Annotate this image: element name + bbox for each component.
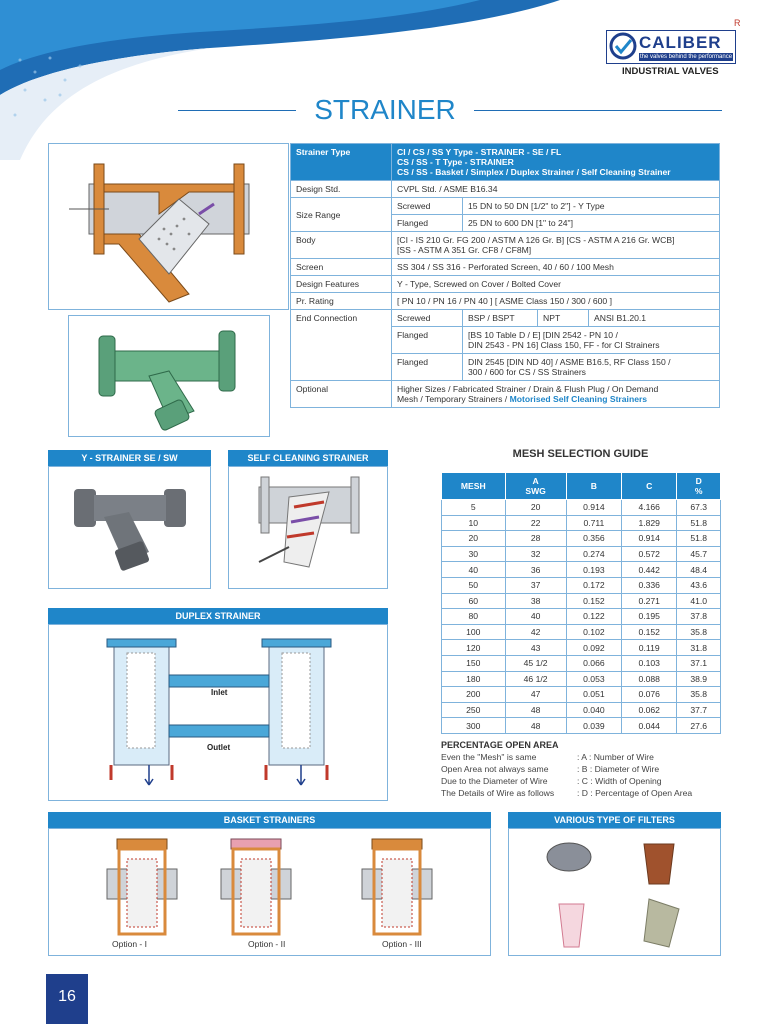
mesh-cell: 51.8 bbox=[677, 515, 721, 531]
spec-value: NPT bbox=[538, 310, 589, 327]
mesh-cell: 43 bbox=[505, 640, 566, 656]
mesh-cell: 80 bbox=[442, 609, 506, 625]
mesh-cell: 0.051 bbox=[566, 687, 621, 703]
mesh-cell: 0.152 bbox=[566, 593, 621, 609]
mesh-cell: 50 bbox=[442, 577, 506, 593]
mesh-cell: 43.6 bbox=[677, 577, 721, 593]
spec-label: Strainer Type bbox=[291, 144, 392, 181]
mesh-table-row bbox=[442, 546, 721, 562]
open-area-text: Even the "Mesh" is same bbox=[441, 752, 537, 762]
mesh-cell: 45 1/2 bbox=[505, 655, 566, 671]
mesh-cell: 0.914 bbox=[622, 531, 677, 547]
mesh-table-row bbox=[442, 500, 721, 516]
mesh-cell: 5 bbox=[442, 500, 506, 516]
end-line: [BS 10 Table D / E] [DIN 2542 - PN 10 / bbox=[468, 330, 618, 340]
end-line: DIN 2543 - PN 16] Class 150, FF - for CI Strainers bbox=[468, 340, 660, 350]
mesh-cell: 42 bbox=[505, 624, 566, 640]
mesh-cell: 48 bbox=[505, 718, 566, 734]
spec-sublabel: Flanged bbox=[392, 327, 463, 354]
mesh-cell: 37.1 bbox=[677, 655, 721, 671]
spec-row-body bbox=[291, 232, 720, 259]
spec-sublabel: Flanged bbox=[392, 215, 463, 232]
open-area-line bbox=[441, 788, 693, 798]
spec-row-optional bbox=[291, 381, 720, 408]
mesh-cell: 0.119 bbox=[622, 640, 677, 656]
mesh-cell: 250 bbox=[442, 702, 506, 718]
filters-photos bbox=[508, 828, 721, 956]
spec-value bbox=[392, 144, 720, 181]
spec-row-rating bbox=[291, 293, 720, 310]
mesh-cell: 1.829 bbox=[622, 515, 677, 531]
spec-value: BSP / BSPT bbox=[463, 310, 538, 327]
mesh-cell: 41.0 bbox=[677, 593, 721, 609]
mesh-table-row bbox=[442, 687, 721, 703]
open-area-legend: : C : Width of Opening bbox=[577, 776, 662, 786]
spec-value bbox=[463, 327, 720, 354]
mesh-header-row bbox=[442, 473, 721, 500]
mesh-table-row bbox=[442, 655, 721, 671]
mesh-table-row bbox=[442, 593, 721, 609]
mesh-cell: 180 bbox=[442, 671, 506, 687]
optional-line: Mesh / Temporary Strainers / bbox=[397, 394, 510, 404]
mesh-cell: 32 bbox=[505, 546, 566, 562]
mesh-cell: 10 bbox=[442, 515, 506, 531]
mesh-cell: 67.3 bbox=[677, 500, 721, 516]
mesh-cell: 40 bbox=[442, 562, 506, 578]
basket-option-2-label: Option - II bbox=[248, 939, 286, 949]
basket-option-1-label: Option - I bbox=[112, 939, 147, 949]
self-cleaning-strainer-drawing bbox=[228, 466, 388, 589]
basket-option-3-label: Option - III bbox=[382, 939, 422, 949]
spec-value: 15 DN to 50 DN [1/2" to 2"] - Y Type bbox=[463, 198, 720, 215]
mesh-cell: 60 bbox=[442, 593, 506, 609]
brand-logo bbox=[606, 30, 736, 64]
duplex-strainer-drawing bbox=[48, 624, 388, 801]
mesh-cell: 0.062 bbox=[622, 702, 677, 718]
spec-label: Pr. Rating bbox=[291, 293, 392, 310]
mesh-cell: 47 bbox=[505, 687, 566, 703]
mesh-cell: 150 bbox=[442, 655, 506, 671]
caption-self-cleaning: SELF CLEANING STRAINER bbox=[228, 450, 388, 466]
strainer-type-line: CS / SS - T Type - STRAINER bbox=[397, 157, 514, 167]
mesh-cell: 0.193 bbox=[566, 562, 621, 578]
mesh-cell: 35.8 bbox=[677, 687, 721, 703]
mesh-cell: 0.076 bbox=[622, 687, 677, 703]
caption-duplex: DUPLEX STRAINER bbox=[48, 608, 388, 624]
y-strainer-cutaway-drawing bbox=[48, 143, 289, 310]
y-strainer-se-photo bbox=[48, 466, 211, 589]
mesh-cell: 0.356 bbox=[566, 531, 621, 547]
mesh-cell: 46 1/2 bbox=[505, 671, 566, 687]
spec-row-screen bbox=[291, 259, 720, 276]
y-strainer-photo bbox=[68, 315, 270, 437]
open-area-title: PERCENTAGE OPEN AREA bbox=[441, 740, 559, 750]
mesh-cell: 0.572 bbox=[622, 546, 677, 562]
open-area-legend: : D : Percentage of Open Area bbox=[577, 788, 693, 798]
mesh-cell: 300 bbox=[442, 718, 506, 734]
mesh-table-row bbox=[442, 609, 721, 625]
mesh-cell: 28 bbox=[505, 531, 566, 547]
spec-label: Body bbox=[291, 232, 392, 259]
mesh-cell: 0.053 bbox=[566, 671, 621, 687]
caption-y-strainer: Y - STRAINER SE / SW bbox=[48, 450, 211, 466]
page-number: 16 bbox=[46, 974, 88, 1024]
mesh-cell: 120 bbox=[442, 640, 506, 656]
mesh-column-header: D % bbox=[677, 473, 721, 500]
mesh-table-row bbox=[442, 562, 721, 578]
mesh-cell: 0.442 bbox=[622, 562, 677, 578]
mesh-cell: 0.103 bbox=[622, 655, 677, 671]
inlet-label: Inlet bbox=[211, 688, 228, 697]
mesh-cell: 40 bbox=[505, 609, 566, 625]
mesh-cell: 20 bbox=[442, 531, 506, 547]
spec-row-size bbox=[291, 198, 720, 215]
open-area-text: The Details of Wire as follows bbox=[441, 788, 555, 798]
title-rule-left bbox=[178, 110, 296, 111]
logo-check-icon bbox=[609, 32, 637, 60]
mesh-table-row bbox=[442, 515, 721, 531]
spec-value bbox=[463, 354, 720, 381]
page-title: STRAINER bbox=[314, 94, 456, 125]
mesh-cell: 4.166 bbox=[622, 500, 677, 516]
body-line: [CI - IS 210 Gr. FG 200 / ASTM A 126 Gr. B] [CS - ASTM A 216 Gr. WCB] bbox=[397, 235, 675, 245]
open-area-legend: : A : Number of Wire bbox=[577, 752, 654, 762]
spec-label: Design Std. bbox=[291, 181, 392, 198]
basket-strainers-drawing bbox=[48, 828, 491, 956]
header-swoosh bbox=[0, 0, 768, 160]
spec-row-end-screwed bbox=[291, 310, 720, 327]
end-line: 300 / 600 for CS / SS Strainers bbox=[468, 367, 586, 377]
mesh-table-row bbox=[442, 718, 721, 734]
mesh-cell: 0.914 bbox=[566, 500, 621, 516]
spec-value: Y - Type, Screwed on Cover / Bolted Cover bbox=[392, 276, 720, 293]
spec-value bbox=[392, 381, 720, 408]
strainer-type-line: CS / SS - Basket / Simplex / Duplex Strainer / Self Cleaning Strainer bbox=[397, 167, 671, 177]
brand-tagline: the valves behind the performance bbox=[639, 54, 733, 60]
mesh-cell: 48.4 bbox=[677, 562, 721, 578]
mesh-cell: 0.711 bbox=[566, 515, 621, 531]
mesh-cell: 35.8 bbox=[677, 624, 721, 640]
spec-row-design-std bbox=[291, 181, 720, 198]
mesh-table-body bbox=[442, 500, 721, 734]
mesh-cell: 0.152 bbox=[622, 624, 677, 640]
spec-sublabel: Screwed bbox=[392, 310, 463, 327]
mesh-cell: 38.9 bbox=[677, 671, 721, 687]
spec-sublabel: Screwed bbox=[392, 198, 463, 215]
mesh-cell: 100 bbox=[442, 624, 506, 640]
mesh-table-row bbox=[442, 531, 721, 547]
spec-value: [ PN 10 / PN 16 / PN 40 ] [ ASME Class 150 / 300 / 600 ] bbox=[392, 293, 720, 310]
spec-row-features bbox=[291, 276, 720, 293]
mesh-cell: 36 bbox=[505, 562, 566, 578]
mesh-column-header: A SWG bbox=[505, 473, 566, 500]
caption-filters: VARIOUS TYPE OF FILTERS bbox=[508, 812, 721, 828]
brand-name: CALIBER bbox=[639, 33, 722, 52]
mesh-column-header: MESH bbox=[442, 473, 506, 500]
mesh-cell: 20 bbox=[505, 500, 566, 516]
mesh-cell: 22 bbox=[505, 515, 566, 531]
spec-row-type bbox=[291, 144, 720, 181]
registered-mark: R bbox=[734, 18, 741, 28]
open-area-legend: : B : Diameter of Wire bbox=[577, 764, 660, 774]
mesh-cell: 37 bbox=[505, 577, 566, 593]
optional-line: Higher Sizes / Fabricated Strainer / Drain & Flush Plug / On Demand bbox=[397, 384, 659, 394]
spec-sublabel: Flanged bbox=[392, 354, 463, 381]
mesh-column-header: B bbox=[566, 473, 621, 500]
mesh-table-row bbox=[442, 671, 721, 687]
strainer-type-line: CI / CS / SS Y Type - STRAINER - SE / FL bbox=[397, 147, 562, 157]
mesh-column-header: C bbox=[622, 473, 677, 500]
spec-value: CVPL Std. / ASME B16.34 bbox=[392, 181, 720, 198]
end-line: DIN 2545 [DIN ND 40] / ASME B16.5, RF Class 150 / bbox=[468, 357, 671, 367]
open-area-line bbox=[441, 752, 654, 762]
open-area-text: Due to the Diameter of Wire bbox=[441, 776, 548, 786]
outlet-label: Outlet bbox=[207, 743, 231, 752]
mesh-cell: 37.8 bbox=[677, 609, 721, 625]
mesh-table-row bbox=[442, 640, 721, 656]
mesh-cell: 0.122 bbox=[566, 609, 621, 625]
mesh-guide-title: MESH SELECTION GUIDE bbox=[512, 448, 649, 460]
mesh-cell: 0.088 bbox=[622, 671, 677, 687]
mesh-cell: 0.092 bbox=[566, 640, 621, 656]
caption-basket: BASKET STRAINERS bbox=[48, 812, 491, 828]
mesh-cell: 37.7 bbox=[677, 702, 721, 718]
spec-label: Optional bbox=[291, 381, 392, 408]
mesh-table-row bbox=[442, 702, 721, 718]
spec-label: End Connection bbox=[291, 310, 392, 381]
optional-highlight: Motorised Self Cleaning Strainers bbox=[509, 394, 648, 404]
mesh-cell: 30 bbox=[442, 546, 506, 562]
spec-label: Screen bbox=[291, 259, 392, 276]
spec-value bbox=[392, 232, 720, 259]
mesh-table-row bbox=[442, 624, 721, 640]
mesh-table-row bbox=[442, 577, 721, 593]
mesh-cell: 0.044 bbox=[622, 718, 677, 734]
mesh-cell: 0.336 bbox=[622, 577, 677, 593]
mesh-cell: 200 bbox=[442, 687, 506, 703]
mesh-cell: 0.040 bbox=[566, 702, 621, 718]
mesh-cell: 31.8 bbox=[677, 640, 721, 656]
body-line: [SS - ASTM A 351 Gr. CF8 / CF8M] bbox=[397, 245, 532, 255]
spec-value: ANSI B1.20.1 bbox=[589, 310, 720, 327]
open-area-line bbox=[441, 764, 660, 774]
mesh-cell: 0.172 bbox=[566, 577, 621, 593]
spec-label: Design Features bbox=[291, 276, 392, 293]
mesh-cell: 27.6 bbox=[677, 718, 721, 734]
spec-value: SS 304 / SS 316 - Perforated Screen, 40 / 60 / 100 Mesh bbox=[392, 259, 720, 276]
mesh-cell: 0.066 bbox=[566, 655, 621, 671]
mesh-cell: 38 bbox=[505, 593, 566, 609]
mesh-cell: 51.8 bbox=[677, 531, 721, 547]
spec-label: Size Range bbox=[291, 198, 392, 232]
mesh-cell: 45.7 bbox=[677, 546, 721, 562]
mesh-cell: 0.195 bbox=[622, 609, 677, 625]
mesh-cell: 48 bbox=[505, 702, 566, 718]
specification-table bbox=[290, 143, 720, 408]
mesh-cell: 0.102 bbox=[566, 624, 621, 640]
open-area-line bbox=[441, 776, 662, 786]
mesh-selection-table bbox=[441, 472, 721, 734]
mesh-cell: 0.271 bbox=[622, 593, 677, 609]
spec-value: 25 DN to 600 DN [1" to 24"] bbox=[463, 215, 720, 232]
brand-subtitle: INDUSTRIAL VALVES bbox=[622, 66, 719, 77]
mesh-cell: 0.274 bbox=[566, 546, 621, 562]
mesh-cell: 0.039 bbox=[566, 718, 621, 734]
open-area-text: Open Area not always same bbox=[441, 764, 549, 774]
title-rule-right bbox=[474, 110, 722, 111]
